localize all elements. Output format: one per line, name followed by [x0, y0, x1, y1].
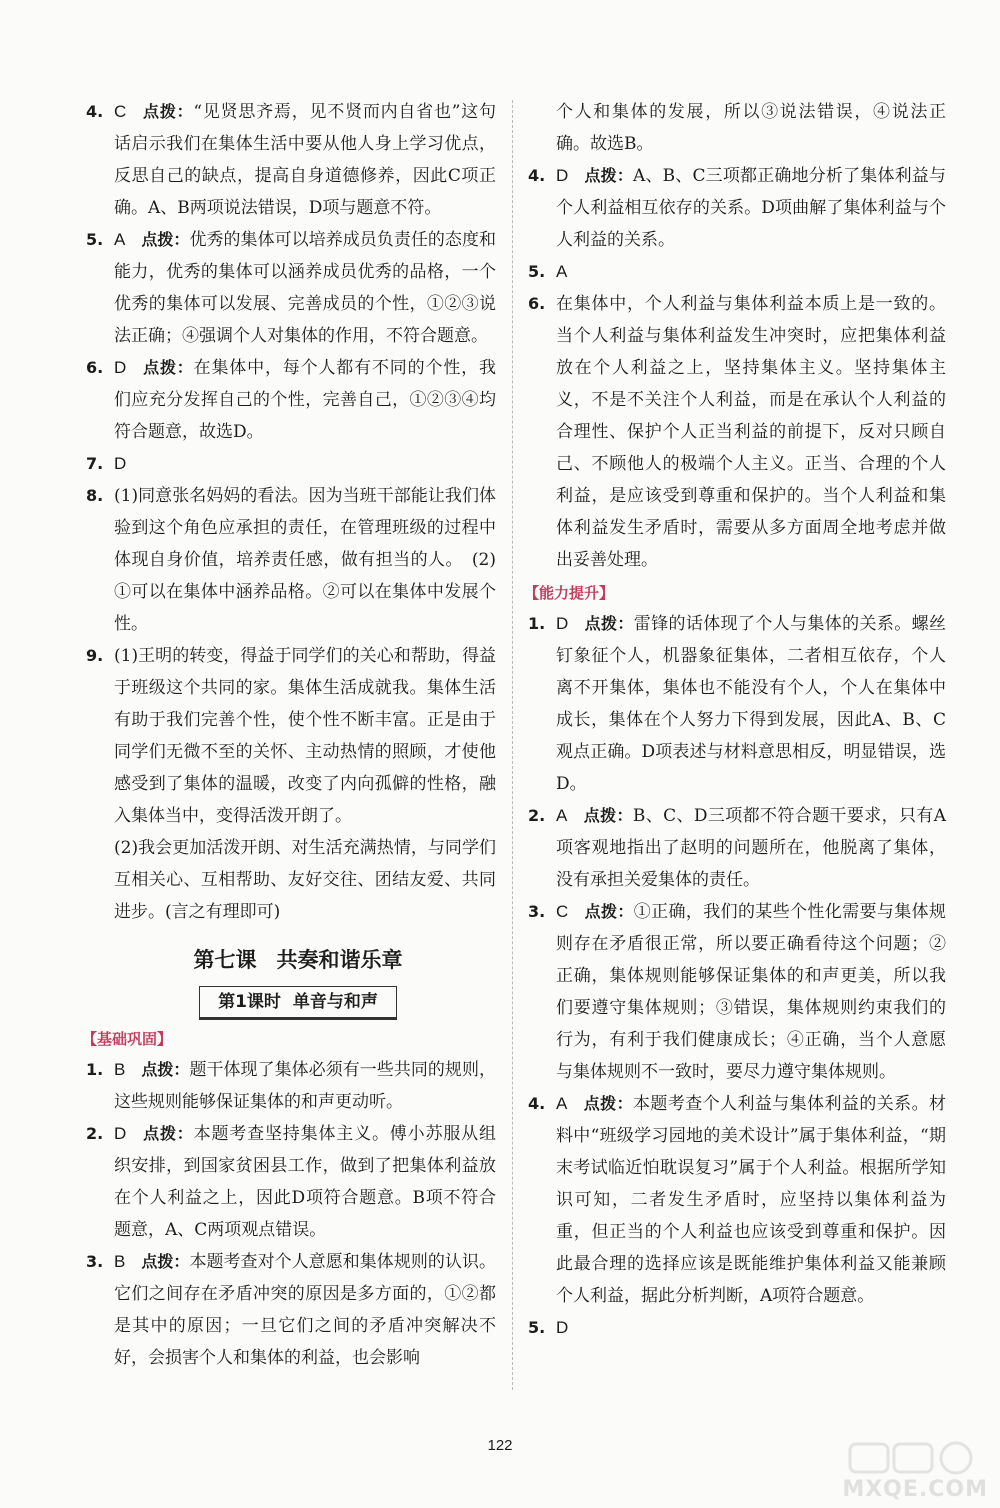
answer-body — [556, 800, 946, 896]
item-number: 9. — [86, 646, 104, 665]
answer-body — [556, 896, 946, 1088]
period-number: 第1课时 — [218, 992, 281, 1012]
answer-text: “见贤思齐焉，见不贤而内自省也”这句话启示我们在集体生活中要从他人身上学习优点，反思自己的缺点，提高自身道德修养，因此C项正确。A、B两项说法错误，D项与题意不符。 — [114, 102, 496, 218]
answer-body — [114, 1118, 496, 1246]
watermark-logo-icon — [848, 1440, 978, 1476]
answer-item — [86, 224, 496, 352]
answer-body — [114, 1054, 496, 1118]
answer-item — [86, 352, 496, 448]
answer-item — [86, 1246, 496, 1374]
answer-body — [556, 160, 946, 256]
section-label: 【基础巩固】 — [82, 1030, 173, 1048]
page-number: 122 — [487, 1437, 513, 1454]
item-number: 1. — [86, 1060, 104, 1079]
answer-item — [528, 1312, 946, 1344]
answer-choice: A — [556, 806, 568, 825]
tip-label: 点拨： — [141, 1060, 190, 1079]
item-number: 1. — [528, 614, 546, 633]
answer-continuation: 个人和集体的发展，所以③说法错误，④说法正确。故选B。 — [556, 102, 946, 154]
answer-choice: A — [556, 1094, 568, 1113]
tip-label: 点拨： — [141, 1252, 190, 1271]
answer-item — [86, 640, 496, 832]
tip-label: 点拨： — [583, 806, 633, 825]
item-number: 6. — [86, 358, 104, 377]
answer-text: 在集体中，个人利益与集体利益本质上是一致的。当个人利益与集体利益发生冲突时，应把集体利益放在个人利益之上，坚持集体主义。坚持集体主义，不是不关注个人利益，而是在承认个人利益的合理性、保护个人正当利益的前提下，反对只顾自己、不顾他人的极端个人主义。正当、合理的个人利益，是应该受到尊重和保护的。当个人利益和集体利益发生矛盾时，需要从多方面周全地考虑并做出妥善处理。 — [556, 294, 946, 570]
item-number: 4. — [528, 1094, 546, 1113]
item-number: 3. — [86, 1252, 104, 1271]
answer-body — [556, 608, 946, 800]
answer-text: B、C、D三项都不符合题干要求，只有A项客观地指出了赵明的问题所在，他脱离了集体，没有承担关爱集体的责任。 — [556, 806, 946, 890]
item-number: 2. — [86, 1124, 104, 1143]
answer-choice: D — [114, 454, 127, 473]
answer-text: 优秀的集体可以培养成员负责任的态度和能力，优秀的集体可以涵养成员优秀的品格，一个优秀的集体可以发展、完善成员的个性，①②③说法正确；④强调个人对集体的作用，不符合题意。 — [114, 230, 496, 346]
watermark-url: MXQE.COM — [842, 1477, 988, 1502]
answer-choice: B — [114, 1060, 126, 1079]
tip-label: 点拨： — [142, 102, 194, 121]
answer-text: 在集体中，每个人都有不同的个性，我们应充分发挥自己的个性，完善自己，①②③④均符合题意，故选D。 — [114, 358, 496, 442]
item-number: 5. — [528, 262, 546, 281]
answer-body — [556, 1088, 946, 1312]
tip-label: 点拨： — [142, 358, 194, 377]
answer-item — [528, 608, 946, 800]
item-number: 4. — [86, 102, 104, 121]
item-number: 5. — [528, 1318, 546, 1337]
answer-choice: C — [114, 102, 127, 121]
answer-item — [528, 256, 946, 288]
item-number: 6. — [528, 294, 546, 313]
answer-body — [114, 96, 496, 224]
answer-choice: D — [556, 166, 569, 185]
answer-item — [528, 160, 946, 256]
answer-body — [114, 448, 496, 480]
answer-choice: A — [114, 230, 126, 249]
answer-item — [86, 480, 496, 640]
lesson-number: 第七课 — [193, 948, 257, 972]
answer-text: 雷锋的话体现了个人与集体的关系。螺丝钉象征个人，机器象征集体，二者相互依存，个人离不开集体，集体也不能没有个人，个人在集体中成长，集体在个人努力下得到发展，因此A、B、C观点正确。D项表述与材料意思相反，明显错误，选D。 — [556, 614, 946, 794]
answer-text: A、B、C三项都正确地分析了集体利益与个人利益相互依存的关系。D项曲解了集体利益与个人利益的关系。 — [556, 166, 946, 250]
answer-choice: D — [114, 358, 127, 377]
item-number: 8. — [86, 486, 104, 505]
section-label: 【能力提升】 — [524, 584, 615, 602]
left-column — [82, 96, 496, 1374]
answer-text: (1)同意张名妈妈的看法。因为当班干部能让我们体验到这个角色应承担的责任，在管理班级的过程中体现自身价值，培养责任感，做有担当的人。 (2)①可以在集体中涵养品格。②可以在集体中发展个性。 — [114, 486, 496, 634]
answer-text: 题干体现了集体必须有一些共同的规则，这些规则能够保证集体的和声更动听。 — [114, 1060, 496, 1112]
answer-item — [528, 800, 946, 896]
item-number: 2. — [528, 806, 546, 825]
answer-text: (2)我会更加活泼开朗、对生活充满热情，与同学们互相关心、互相帮助、友好交往、团结友爱、共同进步。(言之有理即可) — [114, 838, 496, 922]
answer-text: ①正确，我们的某些个性化需要与集体规则存在矛盾很正常，所以要正确看待这个问题；②正确，集体规则能够保证集体的和声更美，所以我们要遵守集体规则；③错误，集体规则约束我们的行为，有利于我们健康成长；④正确，当个人意愿与集体规则不一致时，要尽力遵守集体规则。 — [556, 902, 946, 1082]
answer-body — [114, 1246, 496, 1374]
tip-label: 点拨： — [584, 166, 633, 185]
answer-item — [86, 1054, 496, 1118]
right-column — [524, 96, 946, 1344]
tip-label: 点拨： — [142, 1124, 194, 1143]
item-number: 5. — [86, 230, 104, 249]
answer-choice: B — [114, 1252, 126, 1271]
period-heading-wrap — [100, 986, 496, 1020]
tip-label: 点拨： — [584, 902, 634, 921]
tip-label: 点拨： — [583, 1094, 633, 1113]
tip-label: 点拨： — [584, 614, 634, 633]
answer-choice: C — [556, 902, 569, 921]
period-title: 单音与和声 — [292, 992, 378, 1012]
item-number: 7. — [86, 454, 104, 473]
tip-label: 点拨： — [141, 230, 190, 249]
answer-item — [86, 96, 496, 224]
answer-choice: D — [114, 1124, 127, 1143]
answer-item — [528, 1088, 946, 1312]
answer-choice: D — [556, 614, 569, 633]
answer-item — [86, 448, 496, 480]
answer-body — [114, 352, 496, 448]
answer-text: 本题考查对个人意愿和集体规则的认识。它们之间存在矛盾冲突的原因是多方面的，①②都是其中的原因；一旦它们之间的矛盾冲突解决不好，会损害个人和集体的利益，也会影响 — [114, 1252, 496, 1368]
watermark — [818, 1440, 988, 1502]
answer-item — [528, 288, 946, 576]
answer-text: 本题考查个人利益与集体利益的关系。材料中“班级学习园地的美术设计”属于集体利益，“期末考试临近怕耽误复习”属于个人利益。根据所学知识可知，二者发生矛盾时，应坚持以集体利益为重，但正当的个人利益也应该受到尊重和保护。因此最合理的选择应该是既能维护集体利益又能兼顾个人利益，据此分析判断，A项符合题意。 — [556, 1094, 946, 1306]
lesson-heading — [100, 940, 496, 980]
item-number: 4. — [528, 166, 546, 185]
answer-body — [556, 256, 946, 288]
answer-choice: A — [556, 262, 568, 281]
answer-item — [86, 1118, 496, 1246]
answer-body — [114, 224, 496, 352]
lesson-title: 共奏和谐乐章 — [276, 948, 403, 972]
answer-item — [528, 896, 946, 1088]
answer-text: 本题考查坚持集体主义。傅小苏服从组织安排，到国家贫困县工作，做到了把集体利益放在个人利益之上，因此D项符合题意。B项不符合题意，A、C两项观点错误。 — [114, 1124, 496, 1240]
period-heading — [199, 986, 397, 1020]
answer-choice: D — [556, 1318, 569, 1337]
column-divider — [512, 100, 513, 1390]
answer-body — [556, 1312, 946, 1344]
answer-text: (1)王明的转变，得益于同学们的关心和帮助，得益于班级这个共同的家。集体生活成就我。集体生活有助于我们完善个性，使个性不断丰富。正是由于同学们无微不至的关怀、主动热情的照顾，才使他感受到了集体的温暖，改变了内向孤僻的性格，融入集体当中，变得活泼开朗了。 — [114, 646, 496, 826]
item-number: 3. — [528, 902, 546, 921]
